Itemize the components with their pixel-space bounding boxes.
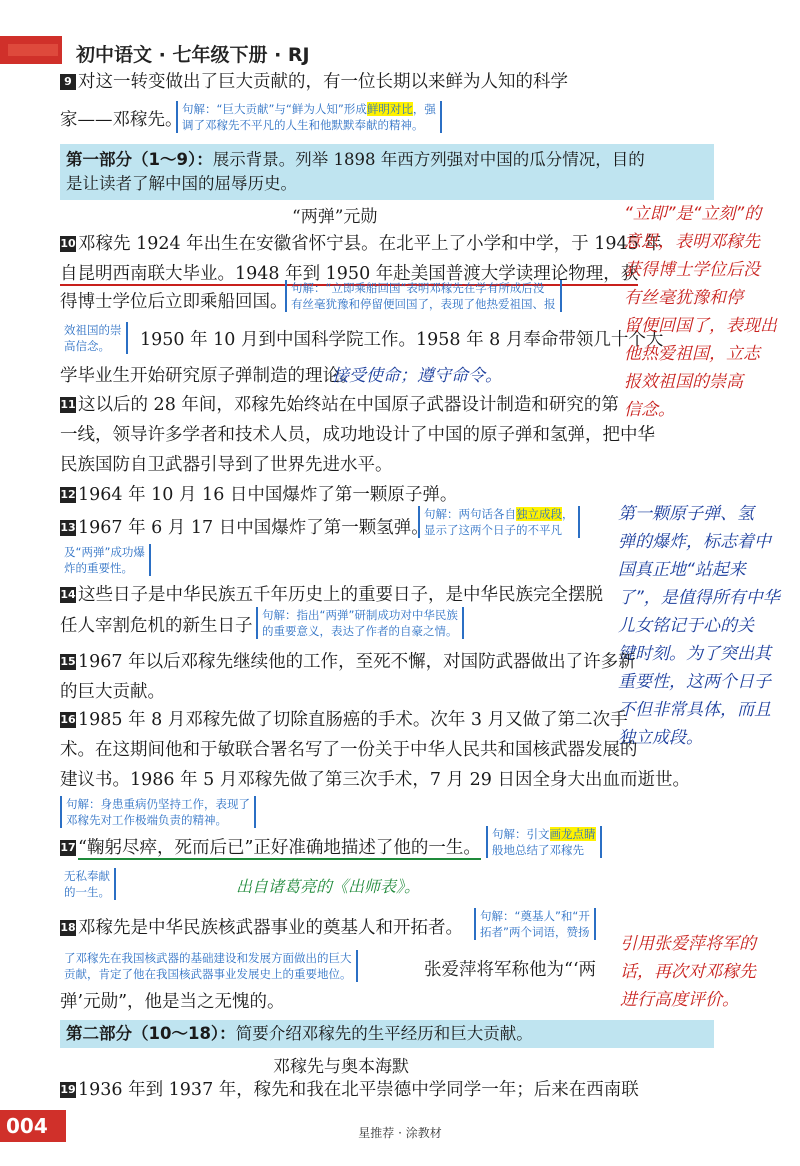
note-p10: 句解：“立即乘船回国”表明邓稼先在学有所成后没 有丝毫犹豫和停留便回国了，表现了他热爱祖国、报 <box>285 280 562 312</box>
paragraph-13: 13 1967 年 6 月 17 日中国爆炸了第一颗氢弹。 <box>60 518 429 538</box>
paragraph-18-line-3: 弹’元勋”，他是当之无愧的。 <box>60 992 285 1012</box>
handwritten-note-blue-2: 第一颗原子弹、氢 弹的爆炸，标志着中 国真正地“站起来 了”，是值得所有中华 儿女铭记于心的关 键时刻。为了突出其 重要性，这两个日子 不但非常具体，而且 独立成段。 <box>618 504 780 748</box>
paragraph-18-line-2: 张爱萍将军称他为“‘两 <box>424 960 597 980</box>
paragraph-16-line-3: 建议书。1986 年 5 月邓稼先做了第三次手术，7 月 29 日因全身大出血而逝世。 <box>60 770 690 790</box>
paragraph-15-line-2: 的巨大贡献。 <box>60 682 165 702</box>
note-p13: 句解：两句话各自独立成段， 显示了这两个日子的不平凡 <box>418 506 580 538</box>
paragraph-11-line-3: 民族国防自卫武器引导到了世界先进水平。 <box>60 455 393 475</box>
paragraph-19: 19 1936 年到 1937 年，稼先和我在北平崇德中学同学一年；后来在西南联 <box>60 1080 639 1100</box>
note-p9: 句解：“巨大贡献”与“鲜为人知”形成鲜明对比，强 调了邓稼先不平凡的人生和他默默奉献的精神。 <box>176 101 442 133</box>
paragraph-10-line-3: 得博士学位后立即乘船回国。 <box>60 292 288 312</box>
note-p10-continued: 效祖国的崇 高信念。 <box>60 322 128 354</box>
section-title-1: “两弹”元勋 <box>292 207 378 227</box>
note-p17-continued: 无私奉献 的一生。 <box>60 868 116 900</box>
paragraph-number: 9 <box>60 74 76 90</box>
paragraph-16-line-2: 术。在这期间他和于敏联合署名写了一份关于中华人民共和国核武器发展的 <box>60 740 638 760</box>
paragraph-15-line-1: 15 1967 年以后邓稼先继续他的工作，至死不懈，对国防武器做出了许多新 <box>60 652 636 672</box>
paragraph-14-line-2: 任人宰割危机的新生日子！ <box>60 616 270 636</box>
paragraph-17: 17 “鞠躬尽瘁，死而后已”正好准确地描述了他的一生。 <box>60 838 481 858</box>
page-number: 004 <box>6 1114 48 1138</box>
handwritten-note-red-1: “立即”是“立刻”的 意思，表明邓稼先 获得博士学位后没 有丝毫犹豫和停 留便回国了，表现出 他热爱祖国，立志 报效祖国的崇高 信念。 <box>624 204 777 420</box>
paragraph-16-line-1: 16 1985 年 8 月邓稼先做了切除直肠癌的手术。次年 3 月又做了第二次手 <box>60 710 628 730</box>
note-p14: 句解：指出“两弹”研制成功对中华民族 的重要意义，表达了作者的自豪之情。 <box>256 607 464 639</box>
note-p16: 句解：身患重病仍坚持工作，表现了 邓稼先对工作极端负责的精神。 <box>60 796 256 828</box>
paragraph-10-line-1: 10 邓稼先 1924 年出生在安徽省怀宁县。在北平上了小学和中学，于 1945 年 <box>60 234 662 254</box>
handwritten-note-green-1: 出自诸葛亮的《出师表》。 <box>236 877 421 896</box>
note-p18: 句解：“奠基人”和“开 拓者”两个词语，赞扬 <box>474 908 596 940</box>
header-color-bar-accent <box>8 44 58 56</box>
paragraph-11-line-2: 一线，领导许多学者和技术人员，成功地设计了中国的原子弹和氢弹，把中华 <box>60 425 655 445</box>
paragraph-10-line-5: 学毕业生开始研究原子弹制造的理论。 <box>60 366 358 386</box>
part-2-summary: 第二部分（10～18）：简要介绍邓稼先的生平经历和巨大贡献。 <box>60 1020 714 1048</box>
part-1-summary: 第一部分（1～9）：展示背景。列举 1898 年西方列强对中国的瓜分情况，目的 是让读者了解中国的屈辱历史。 <box>60 144 714 200</box>
paragraph-18-line-1: 18 邓稼先是中华民族核武器事业的奠基人和开拓者。 <box>60 918 463 938</box>
paragraph-11-line-1: 11 这以后的 28 年间，邓稼先始终站在中国原子武器设计制造和研究的第 <box>60 395 619 415</box>
handwritten-note-red-2: 引用张爱萍将军的 话，再次对邓稼先 进行高度评价。 <box>620 934 756 1010</box>
header-title: 初中语文 · 七年级下册 · RJ <box>76 44 310 66</box>
note-p13-continued: 及“两弹”成功爆 炸的重要性。 <box>60 544 151 576</box>
paragraph-12: 12 1964 年 10 月 16 日中国爆炸了第一颗原子弹。 <box>60 485 458 505</box>
paragraph-9-line-1: 9 对这一转变做出了巨大贡献的，有一位长期以来鲜为人知的科学 <box>60 70 568 94</box>
note-p18-continued: 了邓稼先在我国核武器的基础建设和发展方面做出的巨大 贡献，肯定了他在我国核武器事业发展史上的重要地位。 <box>60 950 358 982</box>
paragraph-14-line-1: 14 这些日子是中华民族五千年历史上的重要日子，是中华民族完全摆脱 <box>60 585 603 605</box>
footer-text: 星推荐 · 涂教材 <box>358 1126 442 1140</box>
paragraph-10-line-4: 1950 年 10 月到中国科学院工作。1958 年 8 月奉命带领几十个大 <box>140 330 664 350</box>
handwritten-note-blue-1: 接受使命；遵守命令。 <box>332 366 502 386</box>
paragraph-10-line-2: 自昆明西南联大毕业。1948 年到 1950 年赴美国普渡大学读理论物理，获 <box>60 264 639 284</box>
note-p17: 句解：引文画龙点睛 般地总结了邓稼先 <box>486 826 602 858</box>
paragraph-9-line-2: 家——邓稼先。 <box>60 110 183 130</box>
section-title-2: 邓稼先与奥本海默 <box>273 1057 409 1077</box>
